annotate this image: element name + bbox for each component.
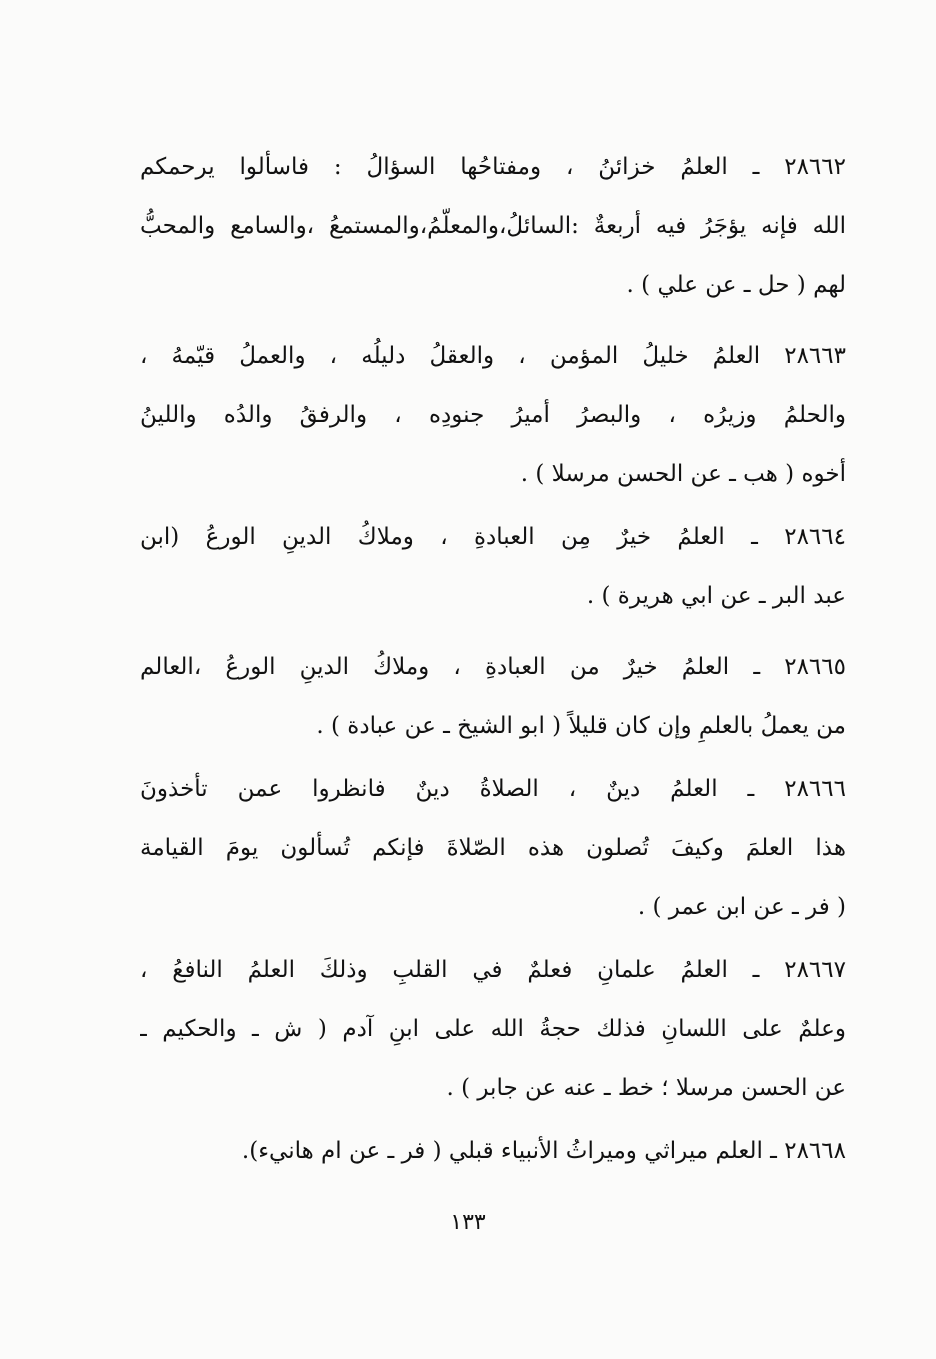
hadith-28662 bbox=[140, 138, 846, 315]
text-line: ( فر ـ عن ابن عمر ) . bbox=[637, 894, 846, 920]
text-line: أخوه ( هب ـ عن الحسن مرسلا ) . bbox=[520, 461, 846, 487]
page-number: ١٣٣ bbox=[450, 1210, 486, 1235]
text-line: ٢٨٦٦٣ العلمُ خليلُ المؤمن ، والعقلُ دليلُه ، والعملُ قيّمهُ ، bbox=[140, 343, 846, 369]
hadith-28666 bbox=[140, 760, 846, 937]
text-line: ٢٨٦٦٢ ـ العلمُ خزائنُ ، ومفتاحُها السؤالُ : فاسألوا يرحمكم bbox=[140, 154, 846, 180]
hadith-28668 bbox=[140, 1122, 846, 1181]
text-line: لهم ( حل ـ عن علي ) . bbox=[626, 272, 846, 298]
text-line: من يعملُ بالعلمِ وإن كان قليلاً ( ابو الشيخ ـ عن عبادة ) . bbox=[316, 713, 846, 739]
text-line: عن الحسن مرسلا ؛ خط ـ عنه عن جابر ) . bbox=[446, 1075, 846, 1101]
text-line: ٢٨٦٦٤ ـ العلمُ خيرٌ مِن العبادةِ ، وملاكُ الدينِ الورعُ (ابن bbox=[140, 524, 846, 550]
hadith-28667 bbox=[140, 941, 846, 1118]
hadith-text-block bbox=[140, 138, 846, 1181]
text-line: والحلمُ وزيرُه ، والبصرُ أميرُ جنودِه ، والرفقُ والدُه واللينُ bbox=[140, 402, 846, 428]
hadith-28665 bbox=[140, 638, 846, 756]
text-line: ٢٨٦٦٨ ـ العلم ميراثي وميراثُ الأنبياء قبلي ( فر ـ عن ام هانيء). bbox=[241, 1138, 846, 1164]
text-line: عبد البر ـ عن ابي هريرة ) . bbox=[586, 583, 846, 609]
text-line: هذا العلمَ وكيفَ تُصلون هذه الصّلاةَ فإنكم تُسألون يومَ القيامة bbox=[140, 835, 846, 861]
text-line: ٢٨٦٦٧ ـ العلمُ علمانِ فعلمٌ في القلبِ وذلكَ العلمُ النافعُ ، bbox=[140, 957, 846, 983]
hadith-28663 bbox=[140, 327, 846, 504]
text-line: وعلمٌ على اللسانِ فذلك حجةُ الله على ابنِ آدم ( ش ـ والحكيم ـ bbox=[140, 1016, 846, 1042]
text-line: الله فإنه يؤجَرُ فيه أربعةٌ :السائلُ،والمعلّمُ،والمستمعُ ،والسامع والمحبُّ bbox=[140, 213, 846, 239]
hadith-28664 bbox=[140, 508, 846, 626]
text-line: ٢٨٦٦٥ ـ العلمُ خيرٌ من العبادةِ ، وملاكُ الدينِ الورعُ ،العالم bbox=[140, 654, 846, 680]
text-line: ٢٨٦٦٦ ـ العلمُ دينٌ ، الصلاةُ دينٌ فانظروا عمن تأخذونَ bbox=[140, 776, 846, 802]
